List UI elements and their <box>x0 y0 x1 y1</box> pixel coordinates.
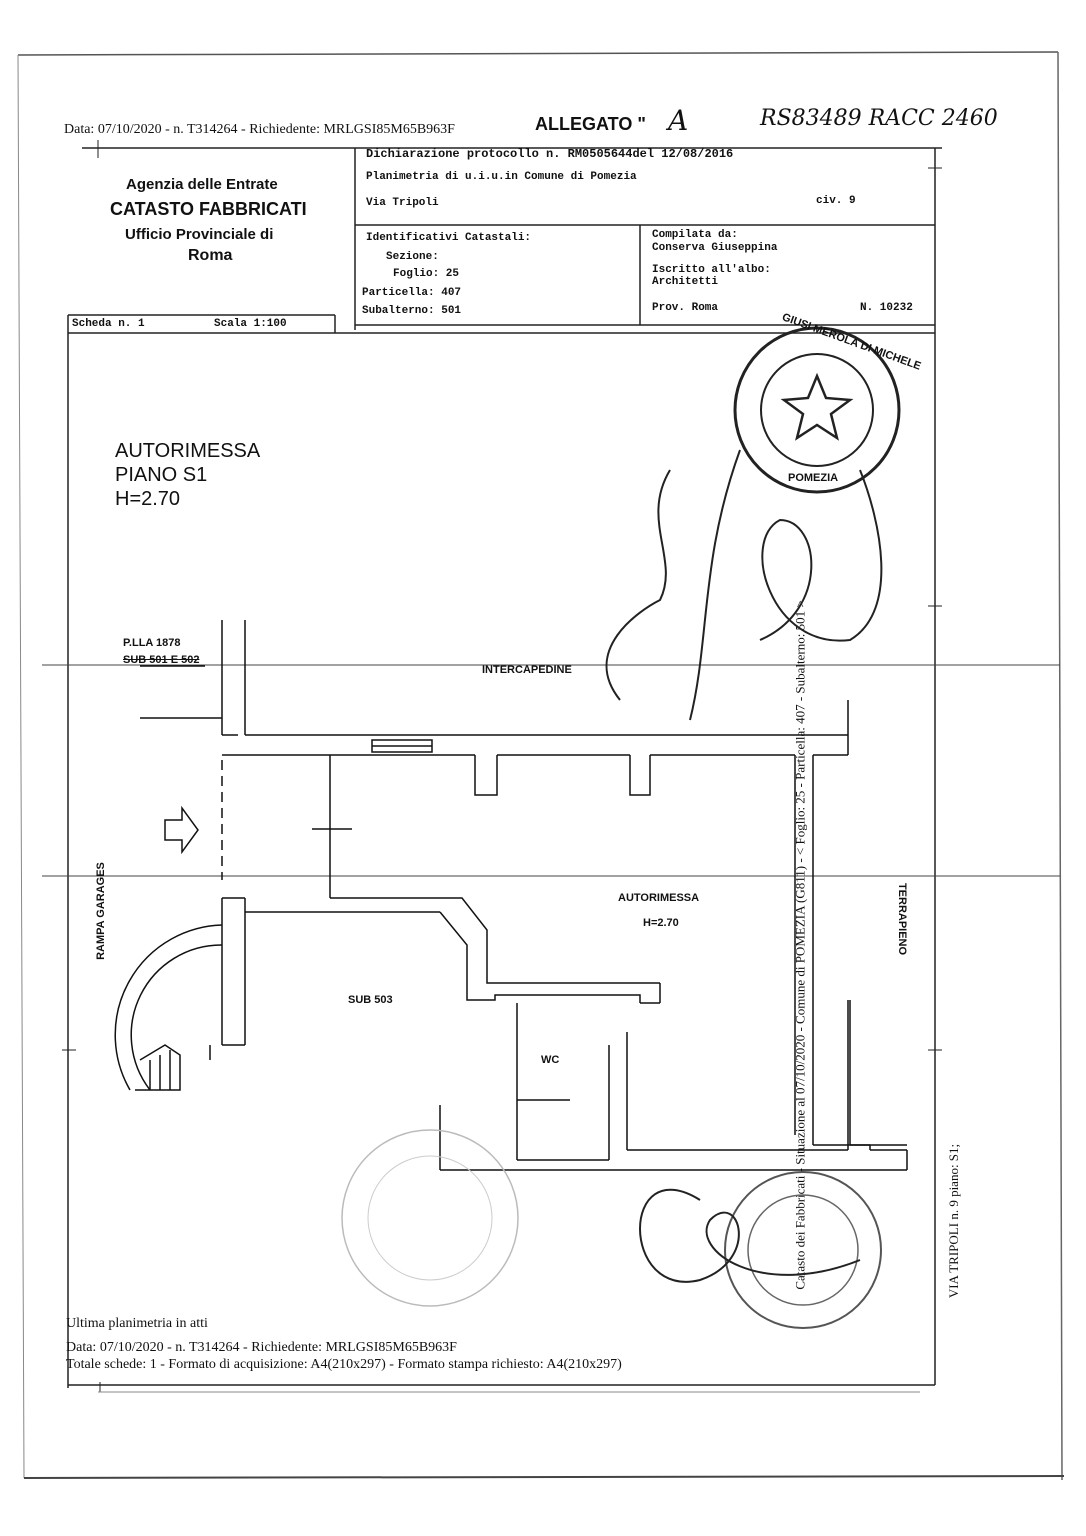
intercapedine-label: INTERCAPEDINE <box>482 664 572 676</box>
albo-number: N. 10232 <box>860 302 913 314</box>
footer-last-plan: Ultima planimetria in atti <box>66 1316 208 1331</box>
stamp-ring-bottom: POMEZIA <box>788 472 839 484</box>
allegato-note: RS83489 RACC 2460 <box>760 106 998 131</box>
office-city: Roma <box>188 247 233 264</box>
wc-label: WC <box>541 1054 560 1066</box>
foglio-field: Foglio: 25 <box>393 268 460 280</box>
protocol-line: Dichiarazione protocollo n. RM0505644del 12/08/2016 <box>366 147 734 161</box>
terrapieno-label: TERRAPIENO <box>896 882 909 956</box>
plla-label: P.LLA 1878 <box>123 637 181 649</box>
side-address-line: VIA TRIPOLI n. 9 piano: S1; <box>946 1143 962 1299</box>
plan-height: H=2.70 <box>115 488 181 510</box>
header-data-line: Data: 07/10/2020 - n. T314264 - Richiedente: MRLGSI85M65B963F <box>64 122 455 137</box>
footer-totals: Totale schede: 1 - Formato di acquisizione: A4(210x297) - Formato stampa richiesto: A4(210x297) <box>66 1357 622 1372</box>
particella-field: Particella: 407 <box>362 287 462 299</box>
allegato-label: ALLEGATO " <box>535 114 646 134</box>
planimetry-line: Planimetria di u.i.u.in Comune di Pomezia <box>366 171 637 183</box>
plan-floor: PIANO S1 <box>115 464 208 486</box>
agency-name: Agenzia delle Entrate <box>126 176 278 193</box>
rampa-label: RAMPA GARAGES <box>94 862 107 960</box>
side-cadastre-line: Catasto dei Fabbricati - Situazione al 07/10/2020 - Comune di POMEZIA (G811) - < Foglio: 25 - Particella: 407 - Subalterno: 501 > <box>792 600 808 1290</box>
identifiers-title: Identificativi Catastali: <box>366 232 532 244</box>
compiled-name: Conserva Giuseppina <box>652 242 778 254</box>
albo-value: Architetti <box>652 276 719 288</box>
province: Prov. Roma <box>652 302 719 314</box>
scheda-number: Scheda n. 1 <box>72 318 145 330</box>
room-name: AUTORIMESSA <box>618 892 700 904</box>
office-line: Ufficio Provinciale di <box>125 226 274 243</box>
allegato-handwritten: A <box>668 104 689 137</box>
plan-title: AUTORIMESSA <box>115 440 261 462</box>
scheda-scale: Scala 1:100 <box>214 318 287 330</box>
sub503-label: SUB 503 <box>348 994 393 1006</box>
albo-label: Iscritto all'albo: <box>652 264 771 276</box>
subalterno-field: Subalterno: 501 <box>362 305 462 317</box>
footer-data-line: Data: 07/10/2020 - n. T314264 - Richiedente: MRLGSI85M65B963F <box>66 1340 457 1355</box>
compiled-label: Compilata da: <box>652 229 738 241</box>
room-height: H=2.70 <box>643 917 679 929</box>
catasto-title: CATASTO FABBRICATI <box>110 199 307 219</box>
street-line: Via Tripoli <box>366 197 439 209</box>
civic-number: civ. 9 <box>816 195 856 207</box>
stamp-ring-text: GIUSI MEROLA DI MICHELE <box>780 311 923 373</box>
sezione-field: Sezione: <box>386 251 439 263</box>
sub-label: SUB 501 E 502 <box>123 654 200 666</box>
